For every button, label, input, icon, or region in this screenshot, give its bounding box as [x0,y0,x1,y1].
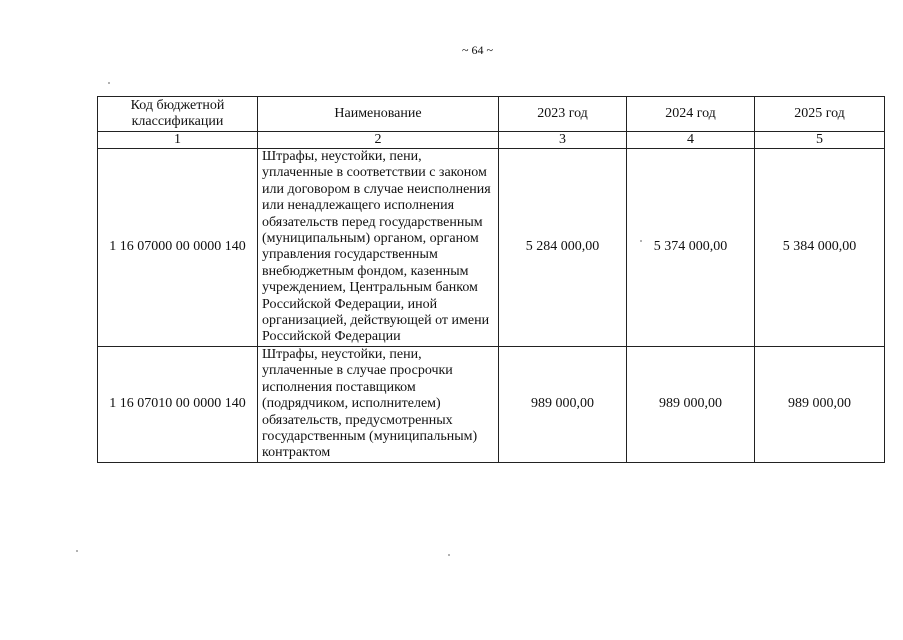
amount-2023-cell: 989 000,00 [499,346,627,462]
item-name-cell: Штрафы, неустойки, пени, уплаченные в соответствии с законом или договором в случае неисполнения или ненадлежащего исполнения обязательств перед государственным (муниципальным) органом, органом управления государственным внебюджетным фондом, казенным учреждением, Центральным банком Российской Федерации, иной организацией, действующей от имени Российской Федерации [258,149,499,347]
header-budget-code: Код бюджетной классификации [98,97,258,132]
item-name-cell: Штрафы, неустойки, пени, уплаченные в случае просрочки исполнения поставщиком (подрядчиком, исполнителем) обязательств, предусмотренных государственным (муниципальным) контрактом [258,346,499,462]
header-year-2023: 2023 год [499,97,627,132]
table-row [98,149,885,347]
header-year-2024: 2024 год [627,97,755,132]
column-number-row [98,132,885,149]
budget-revenue-table [97,96,885,463]
budget-code-cell: 1 16 07010 00 0000 140 [98,346,258,462]
scan-speck [108,82,110,84]
amount-2023-cell: 5 284 000,00 [499,149,627,347]
column-number: 1 [98,132,258,149]
page-number: ~ 64 ~ [462,43,493,57]
budget-code-cell: 1 16 07000 00 0000 140 [98,149,258,347]
column-number: 2 [258,132,499,149]
column-number: 4 [627,132,755,149]
scan-speck [640,240,642,242]
header-year-2025: 2025 год [755,97,885,132]
column-number: 5 [755,132,885,149]
table-row [98,346,885,462]
amount-2025-cell: 989 000,00 [755,346,885,462]
scan-speck [76,550,78,552]
column-number: 3 [499,132,627,149]
amount-2024-cell: 989 000,00 [627,346,755,462]
header-name: Наименование [258,97,499,132]
amount-2024-cell: 5 374 000,00 [627,149,755,347]
table-header-row [98,97,885,132]
amount-2025-cell: 5 384 000,00 [755,149,885,347]
scan-speck [448,554,450,556]
